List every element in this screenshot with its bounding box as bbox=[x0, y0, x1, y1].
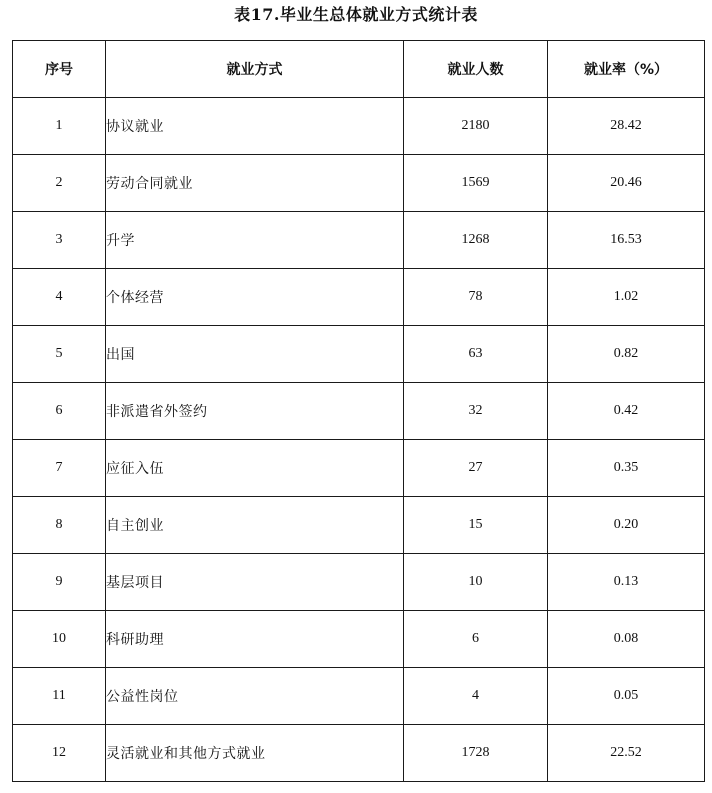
row-serial-number: 8 bbox=[13, 497, 106, 554]
row-employment-count: 2180 bbox=[404, 98, 548, 155]
row-serial-number: 12 bbox=[13, 725, 106, 782]
row-employment-count: 32 bbox=[404, 383, 548, 440]
table-header-row bbox=[13, 41, 705, 98]
row-employment-count: 1569 bbox=[404, 155, 548, 212]
table-row bbox=[13, 611, 705, 668]
row-employment-method: 自主创业 bbox=[106, 497, 404, 554]
row-serial-number: 3 bbox=[13, 212, 106, 269]
row-serial-number: 6 bbox=[13, 383, 106, 440]
table-row bbox=[13, 269, 705, 326]
table-row bbox=[13, 155, 705, 212]
row-serial-number: 2 bbox=[13, 155, 106, 212]
row-employment-method: 基层项目 bbox=[106, 554, 404, 611]
row-employment-count: 10 bbox=[404, 554, 548, 611]
row-employment-method: 非派遣省外签约 bbox=[106, 383, 404, 440]
row-employment-rate: 0.08 bbox=[548, 611, 705, 668]
row-employment-count: 63 bbox=[404, 326, 548, 383]
row-employment-method: 出国 bbox=[106, 326, 404, 383]
row-employment-rate: 0.13 bbox=[548, 554, 705, 611]
table-row bbox=[13, 383, 705, 440]
row-serial-number: 11 bbox=[13, 668, 106, 725]
row-employment-rate: 28.42 bbox=[548, 98, 705, 155]
row-employment-rate: 0.35 bbox=[548, 440, 705, 497]
row-serial-number: 10 bbox=[13, 611, 106, 668]
row-employment-count: 1728 bbox=[404, 725, 548, 782]
row-employment-rate: 0.20 bbox=[548, 497, 705, 554]
header-employment-method: 就业方式 bbox=[106, 41, 404, 98]
table-row bbox=[13, 212, 705, 269]
table-row bbox=[13, 497, 705, 554]
table-body bbox=[13, 98, 705, 782]
header-employment-count: 就业人数 bbox=[404, 41, 548, 98]
table-row bbox=[13, 668, 705, 725]
row-employment-method: 科研助理 bbox=[106, 611, 404, 668]
table-row bbox=[13, 725, 705, 782]
row-employment-count: 1268 bbox=[404, 212, 548, 269]
row-serial-number: 9 bbox=[13, 554, 106, 611]
row-serial-number: 5 bbox=[13, 326, 106, 383]
table-row bbox=[13, 98, 705, 155]
employment-statistics-table bbox=[12, 40, 705, 782]
row-employment-method: 应征入伍 bbox=[106, 440, 404, 497]
table-row bbox=[13, 326, 705, 383]
row-employment-count: 6 bbox=[404, 611, 548, 668]
table-row bbox=[13, 440, 705, 497]
row-employment-rate: 20.46 bbox=[548, 155, 705, 212]
row-employment-count: 78 bbox=[404, 269, 548, 326]
table-row bbox=[13, 554, 705, 611]
row-serial-number: 7 bbox=[13, 440, 106, 497]
row-employment-rate: 0.42 bbox=[548, 383, 705, 440]
table-title: 表17.毕业生总体就业方式统计表 bbox=[234, 5, 478, 24]
row-employment-method: 个体经营 bbox=[106, 269, 404, 326]
row-employment-method: 协议就业 bbox=[106, 98, 404, 155]
row-employment-method: 灵活就业和其他方式就业 bbox=[106, 725, 404, 782]
row-employment-rate: 1.02 bbox=[548, 269, 705, 326]
row-employment-method: 升学 bbox=[106, 212, 404, 269]
row-employment-rate: 22.52 bbox=[548, 725, 705, 782]
row-employment-count: 15 bbox=[404, 497, 548, 554]
row-employment-rate: 0.82 bbox=[548, 326, 705, 383]
row-employment-count: 27 bbox=[404, 440, 548, 497]
row-employment-method: 公益性岗位 bbox=[106, 668, 404, 725]
row-serial-number: 4 bbox=[13, 269, 106, 326]
row-employment-count: 4 bbox=[404, 668, 548, 725]
header-serial-number: 序号 bbox=[13, 41, 106, 98]
row-serial-number: 1 bbox=[13, 98, 106, 155]
row-employment-rate: 0.05 bbox=[548, 668, 705, 725]
header-employment-rate: 就业率（%） bbox=[548, 41, 705, 98]
row-employment-rate: 16.53 bbox=[548, 212, 705, 269]
row-employment-method: 劳动合同就业 bbox=[106, 155, 404, 212]
